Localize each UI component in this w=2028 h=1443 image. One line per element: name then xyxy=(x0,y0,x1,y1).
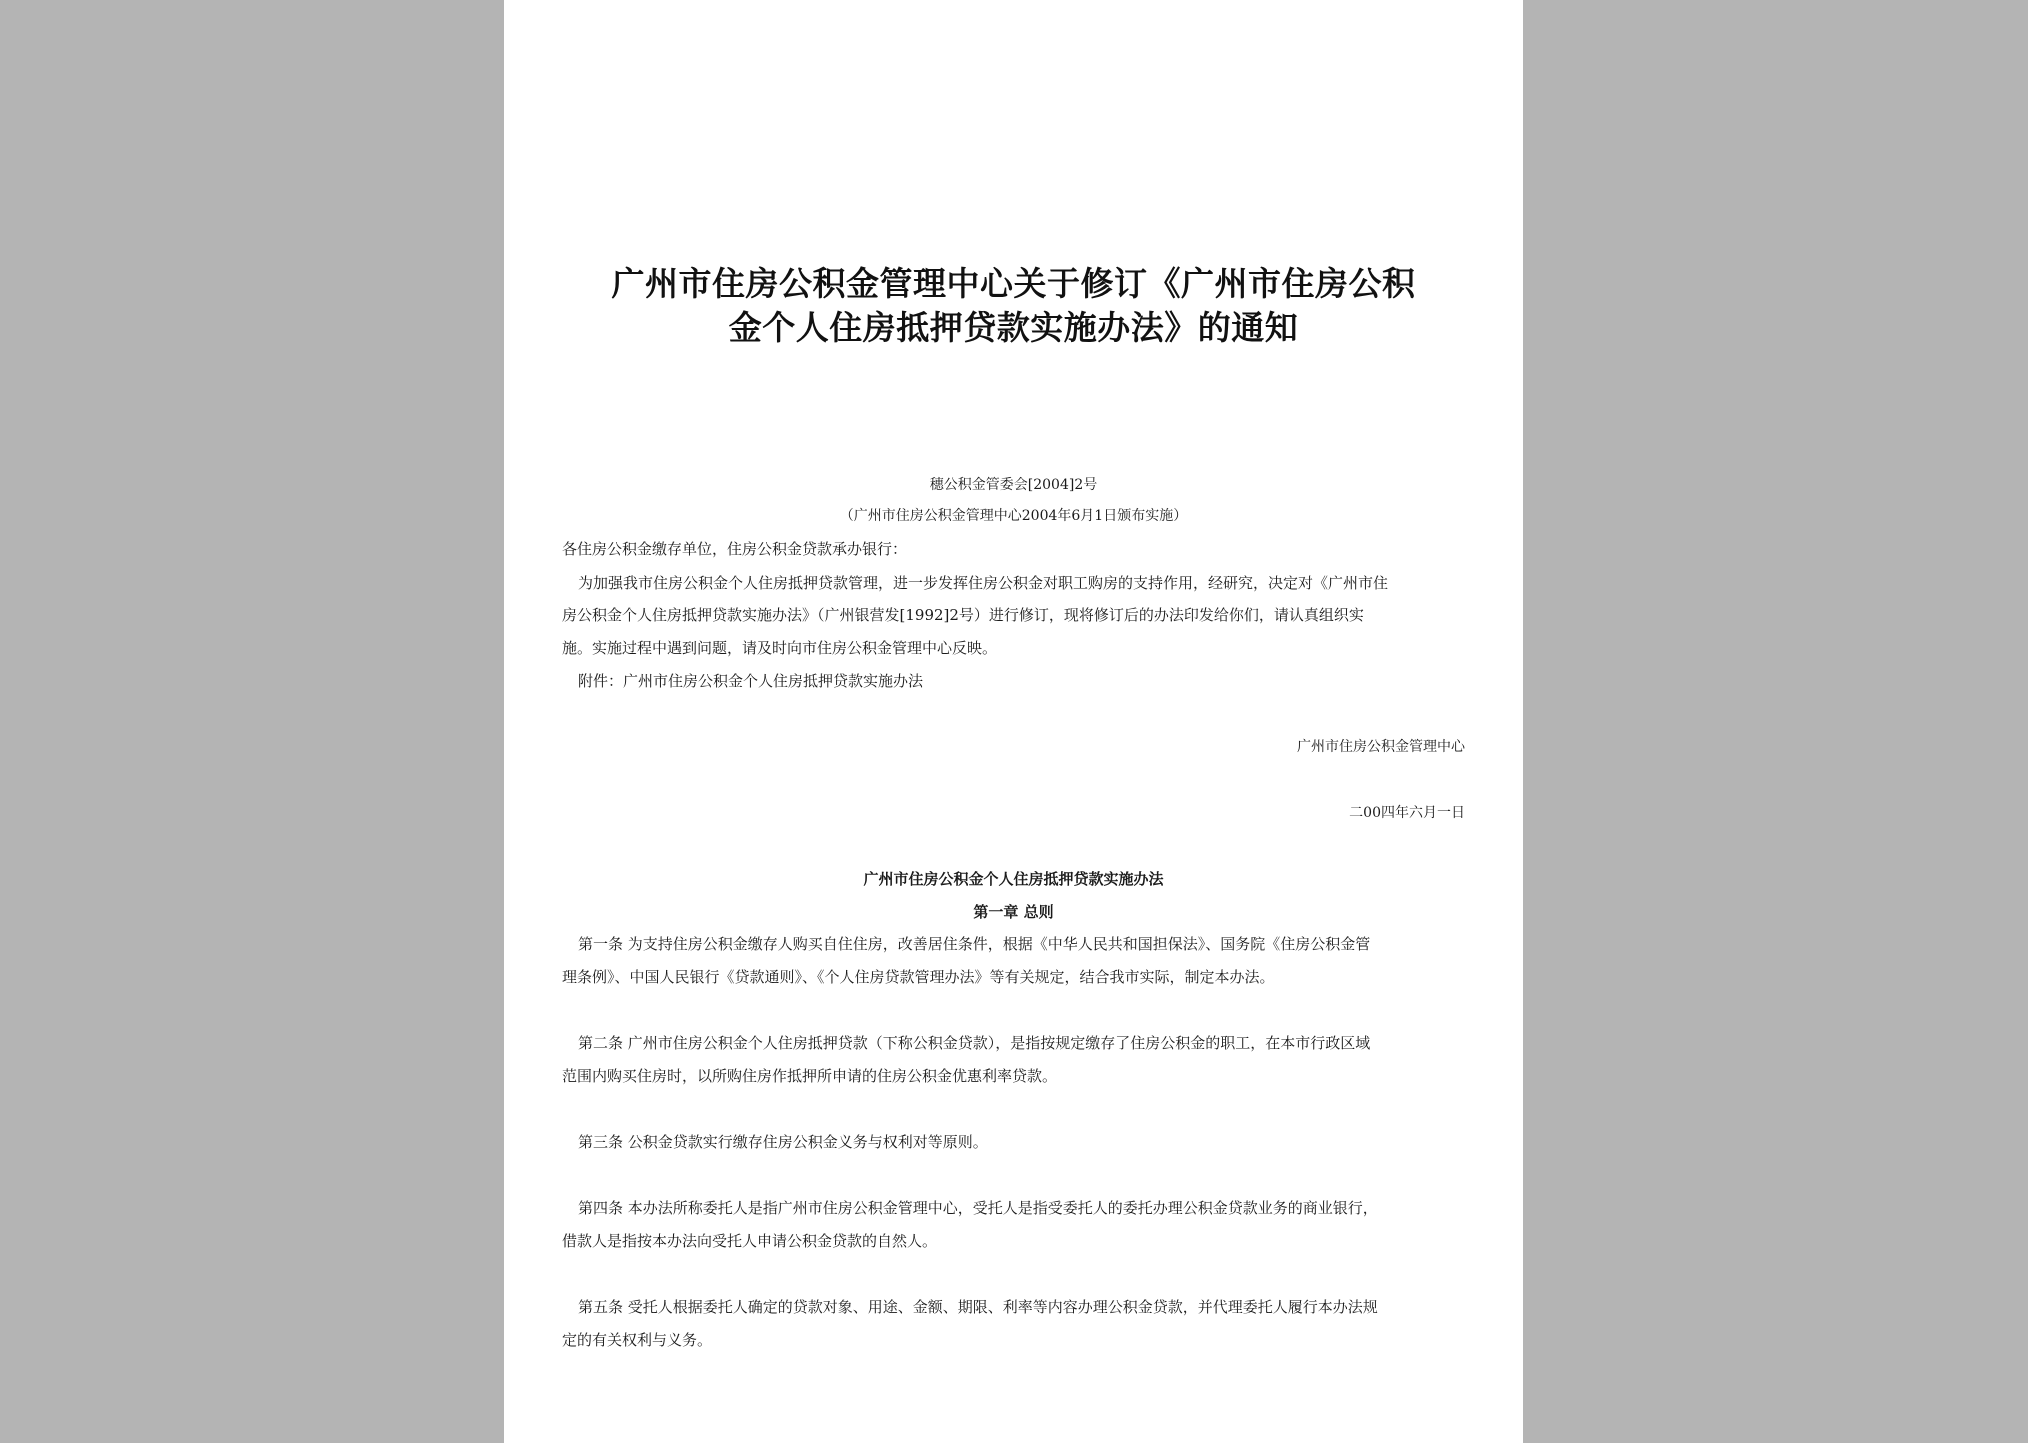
attachment-line: 附件：广州市住房公积金个人住房抵押贷款实施办法 xyxy=(578,672,924,690)
document-title-line-2: 金个人住房抵押贷款实施办法》的通知 xyxy=(728,308,1299,347)
article-2-line-2: 范围内购买住房时，以所购住房作抵押所申请的住房公积金优惠利率贷款。 xyxy=(562,1067,1058,1085)
intro-paragraph-line-1: 为加强我市住房公积金个人住房抵押贷款管理，进一步发挥住房公积金对职工购房的支持作用，经研究，决定对《广州市住 xyxy=(578,574,1389,592)
article-2-line-1: 第二条 广州市住房公积金个人住房抵押贷款（下称公积金贷款），是指按规定缴存了住房公积金的职工，在本市行政区域 xyxy=(578,1034,1371,1052)
measures-title: 广州市住房公积金个人住房抵押贷款实施办法 xyxy=(863,870,1164,888)
issue-date: 二00四年六月一日 xyxy=(1349,805,1465,821)
document-page xyxy=(504,0,1523,1443)
document-title-line-1: 广州市住房公积金管理中心关于修订《广州市住房公积 xyxy=(611,264,1416,303)
article-4-line-2: 借款人是指按本办法向受托人申请公积金贷款的自然人。 xyxy=(562,1232,938,1250)
salutation: 各住房公积金缴存单位，住房公积金贷款承办银行： xyxy=(562,540,908,558)
document-number: 穗公积金管委会[2004]2号 xyxy=(929,477,1098,493)
article-5-line-1: 第五条 受托人根据委托人确定的贷款对象、用途、金额、期限、利率等内容办理公积金贷款，并代理委托人履行本办法规 xyxy=(578,1298,1378,1316)
intro-paragraph-line-3: 施。实施过程中遇到问题，请及时向市住房公积金管理中心反映。 xyxy=(562,639,998,657)
article-1-line-1: 第一条 为支持住房公积金缴存人购买自住住房，改善居住条件，根据《中华人民共和国担保法》、国务院《住房公积金管 xyxy=(578,935,1371,953)
chapter-1-title: 第一章 总则 xyxy=(973,903,1054,921)
document-title xyxy=(564,262,1463,350)
article-4-line-1: 第四条 本办法所称委托人是指广州市住房公积金管理中心，受托人是指受委托人的委托办理公积金贷款业务的商业银行， xyxy=(578,1199,1378,1217)
article-1-line-2: 理条例》、中国人民银行《贷款通则》、《个人住房贷款管理办法》等有关规定，结合我市实际，制定本办法。 xyxy=(562,968,1275,986)
intro-paragraph-line-2: 房公积金个人住房抵押贷款实施办法》（广州银营发[1992]2号）进行修订，现将修订后的办法印发给你们，请认真组织实 xyxy=(562,606,1364,624)
issuer-signature: 广州市住房公积金管理中心 xyxy=(1297,739,1465,755)
issue-note: （广州市住房公积金管理中心2004年6月1日颁布实施） xyxy=(839,508,1188,524)
article-5-line-2: 定的有关权利与义务。 xyxy=(562,1331,713,1349)
article-3-line-1: 第三条 公积金贷款实行缴存住房公积金义务与权利对等原则。 xyxy=(578,1133,988,1151)
